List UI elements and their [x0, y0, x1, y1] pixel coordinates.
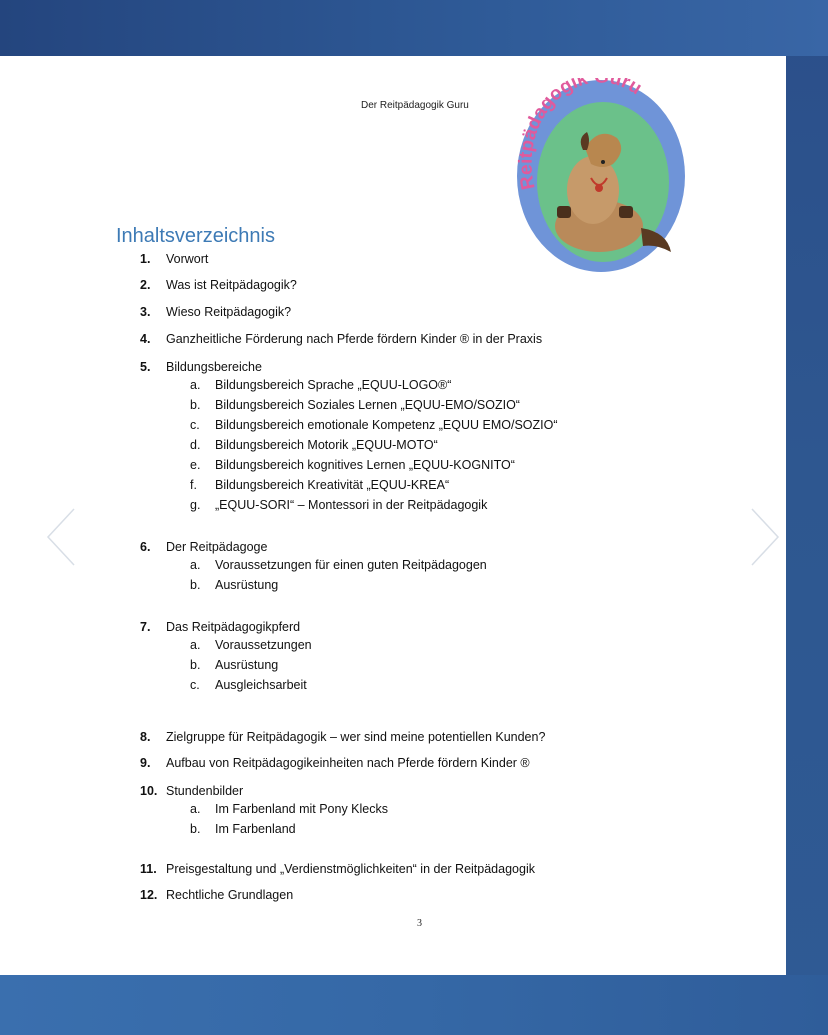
- toc-subentry-label: Bildungsbereich Motorik „EQUU-MOTO“: [215, 438, 438, 452]
- toc-entry-label: Preisgestaltung und „Verdienstmöglichkeiten“ in der Reitpädagogik: [166, 862, 535, 876]
- toc-subentry-letter: a.: [190, 802, 201, 816]
- toc-subentry-label: Voraussetzungen: [215, 638, 312, 652]
- toc-subentry-label: Ausrüstung: [215, 578, 279, 592]
- document-page: [0, 56, 786, 975]
- toc-subentry-letter: c.: [190, 418, 200, 432]
- next-page-button[interactable]: [742, 505, 782, 569]
- toc-entry-label: Was ist Reitpädagogik?: [166, 278, 297, 292]
- background-top: [0, 0, 828, 56]
- toc-entry-label: Der Reitpädagoge: [166, 540, 268, 554]
- toc-subentry-label: Bildungsbereich Sprache „EQUU-LOGO®“: [215, 378, 452, 392]
- toc-subentry-letter: e.: [190, 458, 201, 472]
- toc-subentry-letter: a.: [190, 558, 201, 572]
- page-header: Der Reitpädagogik Guru: [361, 100, 469, 111]
- toc-entry-number: 1.: [140, 252, 151, 266]
- toc-title: Inhaltsverzeichnis: [116, 225, 275, 247]
- toc-entry-number: 5.: [140, 360, 151, 374]
- toc-subentry-label: Bildungsbereich Kreativität „EQUU-KREA“: [215, 478, 450, 492]
- toc-subentry-label: Voraussetzungen für einen guten Reitpädagogen: [215, 558, 487, 572]
- page-number: 3: [417, 918, 422, 929]
- toc-subentry-letter: c.: [190, 678, 200, 692]
- toc-subentry-letter: a.: [190, 378, 201, 392]
- toc-subentry-letter: b.: [190, 578, 201, 592]
- toc-subentry-letter: d.: [190, 438, 201, 452]
- toc-subentry-letter: f.: [190, 478, 197, 492]
- toc-entry-number: 8.: [140, 730, 151, 744]
- toc-entry-label: Aufbau von Reitpädagogikeinheiten nach Pferde fördern Kinder ®: [166, 756, 530, 770]
- toc-entry-label: Das Reitpädagogikpferd: [166, 620, 301, 634]
- toc-entry-number: 3.: [140, 305, 151, 319]
- toc-subentry-label: „EQUU-SORI“ – Montessori in der Reitpädagogik: [215, 498, 488, 512]
- toc-entry-number: 2.: [140, 278, 151, 292]
- toc-subentry-letter: b.: [190, 398, 201, 412]
- toc-subentry-letter: b.: [190, 822, 201, 836]
- logo-text: Reitpädagogik uru: [515, 78, 646, 192]
- toc-entry-number: 10.: [140, 784, 158, 798]
- toc-subentry-label: Bildungsbereich kognitives Lernen „EQUU-KOGNITO“: [215, 458, 515, 472]
- chevron-right-icon: [742, 505, 782, 569]
- toc-entry-label: Zielgruppe für Reitpädagogik – wer sind meine potentiellen Kunden?: [166, 730, 546, 744]
- toc-entry-number: 12.: [140, 888, 158, 902]
- toc-entry-label: Rechtliche Grundlagen: [166, 888, 294, 902]
- toc-subentry-label: Bildungsbereich Soziales Lernen „EQUU-EMO/SOZIO“: [215, 398, 520, 412]
- toc-entry-label: Stundenbilder: [166, 784, 244, 798]
- toc-subentry-letter: g.: [190, 498, 201, 512]
- toc-entry-number: 6.: [140, 540, 151, 554]
- toc-subentry-label: Im Farbenland mit Pony Klecks: [215, 802, 388, 816]
- prev-page-button[interactable]: [44, 505, 84, 569]
- chevron-left-icon: [44, 505, 84, 569]
- background-bottom: [0, 975, 828, 1035]
- toc-entry-number: 7.: [140, 620, 151, 634]
- toc-entry-number: 11.: [140, 862, 157, 876]
- toc-subentry-letter: a.: [190, 638, 201, 652]
- toc-entry-number: 4.: [140, 332, 151, 346]
- logo: [515, 78, 687, 274]
- toc-subentry-label: Im Farbenland: [215, 822, 296, 836]
- toc-entry-number: 9.: [140, 756, 151, 770]
- toc-entry-label: Bildungsbereiche: [166, 360, 262, 374]
- toc-subentry-label: Ausrüstung: [215, 658, 279, 672]
- toc-entry-label: Ganzheitliche Förderung nach Pferde fördern Kinder ® in der Praxis: [166, 332, 543, 346]
- toc-entry-label: Vorwort: [166, 252, 209, 266]
- toc-entry-label: Wieso Reitpädagogik?: [166, 305, 292, 319]
- toc-subentry-label: Ausgleichsarbeit: [215, 678, 307, 692]
- toc-subentry-letter: b.: [190, 658, 201, 672]
- toc-subentry-label: Bildungsbereich emotionale Kompetenz „EQUU EMO/SOZIO“: [215, 418, 558, 432]
